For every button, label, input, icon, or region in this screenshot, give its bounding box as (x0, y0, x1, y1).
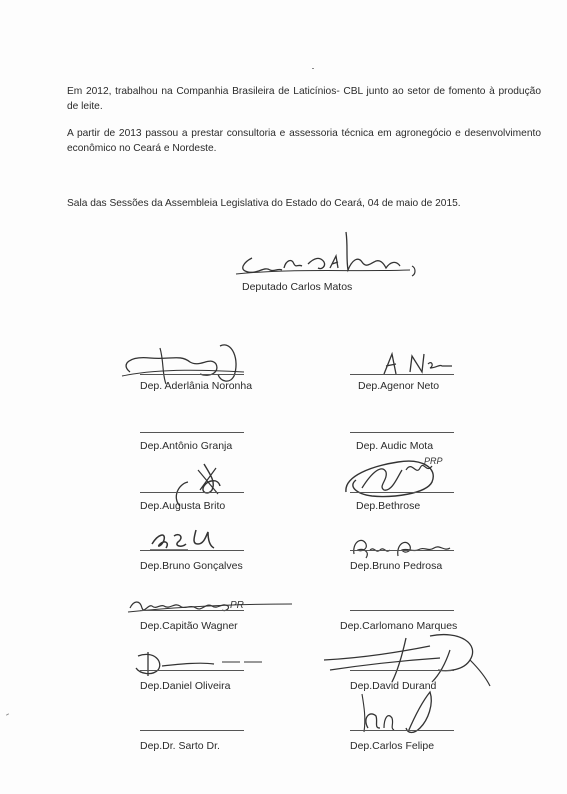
signature-block-augusta-brito (140, 460, 330, 520)
scan-speck (312, 68, 314, 69)
signature-block-capitao-wagner (140, 580, 330, 640)
main-signatory-name: Deputado Carlos Matos (242, 281, 353, 293)
carlos-felipe-signature (354, 688, 444, 744)
signature-block-daniel-oliveira (140, 640, 330, 700)
session-date-line: Sala das Sessões da Assembleia Legislativa do Estado do Ceará, 04 de maio de 2015. (67, 198, 461, 209)
signatory-name: Dep.David Durand (350, 680, 437, 692)
signatory-name: Dep.Augusta Brito (140, 500, 226, 512)
signature-block-bethrose (350, 456, 540, 520)
signatory-name: Dep.Bethrose (356, 500, 421, 512)
signatory-name: Dep. Aderlânia Noronha (140, 380, 253, 392)
carlos-matos-signature (234, 228, 424, 282)
signatory-name: Dep. Audic Mota (356, 440, 434, 452)
signatory-name: Dep.Capitão Wagner (140, 620, 238, 632)
prp-annotation: PRP (424, 456, 443, 466)
capitao-wagner-signature (126, 590, 296, 620)
signatory-name: Dep.Bruno Pedrosa (350, 560, 443, 572)
signatory-name: Dep.Bruno Gonçalves (140, 560, 243, 572)
signatory-name: Dep.Daniel Oliveira (140, 680, 231, 692)
signature-block-bruno-pedrosa (350, 520, 540, 580)
paragraph-2013: A partir de 2013 passou a prestar consultoria e assessoria técnica em agronegócio e desenvolvimento econômico no Ceará e Nordeste. (67, 128, 541, 154)
signature-block-antonio-granja (140, 400, 330, 460)
pr-annotation: PR (230, 600, 244, 611)
signatory-name: Dep.Dr. Sarto Dr. (140, 740, 220, 752)
signature-block-agenor-neto (350, 338, 540, 398)
signatory-name: Dep.Antônio Granja (140, 440, 233, 452)
signatory-name: Dep.Carlos Felipe (350, 740, 435, 752)
daniel-oliveira-signature (130, 648, 270, 678)
signatory-name: Dep.Carlomano Marques (340, 620, 458, 632)
signature-block-dr-sarto (140, 700, 330, 760)
bruno-pedrosa-signature (348, 532, 468, 562)
bethrose-signature (342, 446, 462, 506)
scan-speck (6, 713, 9, 715)
signature-block-carlos-felipe (350, 700, 540, 760)
signature-block-aderlania (140, 338, 330, 398)
paragraph-2012: Em 2012, trabalhou na Companhia Brasileira de Laticínios- CBL junto ao setor de fomento à produção de leite. (67, 86, 541, 112)
signature-block-bruno-goncalves (140, 520, 330, 580)
signatory-name: Dep.Agenor Neto (358, 380, 440, 392)
